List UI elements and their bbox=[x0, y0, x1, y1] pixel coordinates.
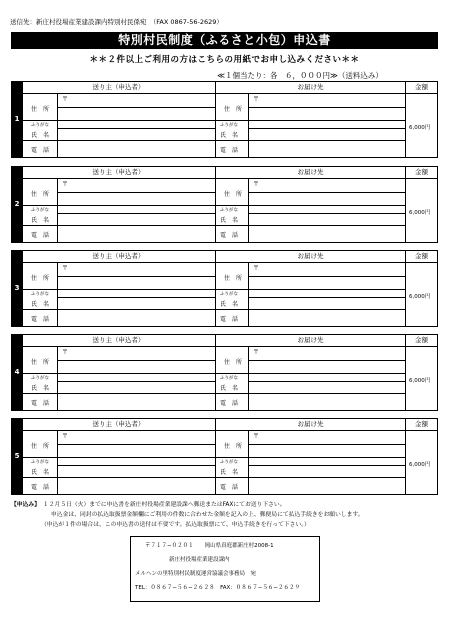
amount-header: 金額 bbox=[415, 252, 428, 260]
divider bbox=[249, 276, 405, 277]
recipient-name-label: 氏 名 bbox=[220, 385, 239, 392]
order-block-5 bbox=[11, 418, 438, 495]
order-amount: 6,000円 bbox=[409, 210, 431, 216]
price-note: ≪１個当たり：各 ６，０００円≫（送料込み） bbox=[217, 71, 383, 80]
divider bbox=[249, 192, 405, 193]
divider bbox=[57, 93, 58, 157]
recipient-address-label: 住 所 bbox=[224, 359, 243, 366]
divider bbox=[249, 360, 405, 361]
recipient-address-label: 住 所 bbox=[224, 275, 243, 282]
sender-phone-label: 電 話 bbox=[31, 400, 50, 407]
recipient-header: お届け先 bbox=[297, 83, 324, 91]
divider bbox=[22, 373, 215, 374]
recipient-furigana-label: ふりがな bbox=[220, 292, 238, 297]
divider bbox=[216, 225, 405, 226]
divider bbox=[22, 430, 437, 431]
recipient-phone-label: 電 話 bbox=[220, 147, 239, 154]
recipient-phone-label: 電 話 bbox=[220, 484, 239, 491]
divider bbox=[58, 381, 215, 382]
contact-box bbox=[130, 536, 320, 602]
recipient-furigana-label: ふりがな bbox=[220, 123, 238, 128]
sender-header: 送り主（申込者） bbox=[92, 252, 145, 260]
sender-postal-mark: 〒 bbox=[62, 433, 69, 440]
divider bbox=[22, 393, 215, 394]
order-number: 4 bbox=[12, 335, 22, 410]
recipient-address-label: 住 所 bbox=[224, 443, 243, 450]
divider bbox=[22, 289, 215, 290]
divider bbox=[249, 465, 405, 466]
divider bbox=[249, 381, 405, 382]
divider bbox=[216, 477, 405, 478]
recipient-furigana-label: ふりがな bbox=[220, 376, 238, 381]
divider bbox=[248, 93, 249, 157]
contact-org: メルヘンの里特別村民制度運営協議会事務局 宛 bbox=[135, 571, 257, 577]
divider bbox=[58, 128, 215, 129]
amount-header: 金額 bbox=[415, 168, 428, 176]
sender-address-label: 住 所 bbox=[31, 191, 50, 198]
divider bbox=[216, 205, 405, 206]
order-amount: 6,000円 bbox=[409, 125, 431, 131]
sender-name-label: 氏 名 bbox=[31, 217, 50, 224]
divider bbox=[248, 178, 249, 242]
divider bbox=[22, 477, 215, 478]
divider bbox=[249, 444, 405, 445]
sender-name-label: 氏 名 bbox=[31, 301, 50, 308]
divider bbox=[22, 205, 215, 206]
divider bbox=[216, 373, 405, 374]
divider bbox=[57, 262, 58, 326]
divider bbox=[22, 225, 215, 226]
sender-phone-label: 電 話 bbox=[31, 232, 50, 239]
order-amount: 6,000円 bbox=[409, 378, 431, 384]
recipient-header: お届け先 bbox=[297, 336, 324, 344]
divider bbox=[22, 178, 437, 179]
sender-furigana-label: ふりがな bbox=[31, 208, 49, 213]
sender-postal-mark: 〒 bbox=[62, 265, 69, 272]
sender-header: 送り主（申込者） bbox=[92, 420, 145, 428]
sender-phone-label: 電 話 bbox=[31, 147, 50, 154]
divider bbox=[22, 457, 215, 458]
divider bbox=[58, 107, 215, 108]
divider bbox=[57, 430, 58, 494]
amount-header: 金額 bbox=[415, 420, 428, 428]
recipient-name-label: 氏 名 bbox=[220, 469, 239, 476]
order-number: 5 bbox=[12, 419, 22, 494]
divider bbox=[249, 107, 405, 108]
recipient-postal-mark: 〒 bbox=[253, 433, 260, 440]
contact-address: 〒７１７−０２０１ 岡山県真庭郡新庄村2008-1 bbox=[145, 543, 274, 549]
sender-address-label: 住 所 bbox=[31, 275, 50, 282]
sender-name-label: 氏 名 bbox=[31, 132, 50, 139]
divider bbox=[22, 140, 215, 141]
divider bbox=[58, 444, 215, 445]
divider bbox=[22, 262, 437, 263]
order-number: 1 bbox=[12, 82, 22, 157]
form-subtitle: ＊＊２件以上ご利用の方はこちらの用紙でお申し込みください＊＊ bbox=[89, 55, 360, 65]
sender-furigana-label: ふりがな bbox=[31, 460, 49, 465]
divider bbox=[57, 178, 58, 242]
sender-name-label: 氏 名 bbox=[31, 385, 50, 392]
sender-furigana-label: ふりがな bbox=[31, 292, 49, 297]
sender-header: 送り主（申込者） bbox=[92, 83, 145, 91]
divider bbox=[216, 120, 405, 121]
divider bbox=[216, 140, 405, 141]
divider bbox=[248, 262, 249, 326]
recipient-postal-mark: 〒 bbox=[253, 181, 260, 188]
recipient-name-label: 氏 名 bbox=[220, 301, 239, 308]
recipient-address-label: 住 所 bbox=[224, 106, 243, 113]
sender-postal-mark: 〒 bbox=[62, 96, 69, 103]
divider bbox=[249, 297, 405, 298]
order-block-2 bbox=[11, 166, 438, 243]
amount-header: 金額 bbox=[415, 336, 428, 344]
divider bbox=[216, 393, 405, 394]
sender-phone-label: 電 話 bbox=[31, 316, 50, 323]
order-amount: 6,000円 bbox=[409, 462, 431, 468]
sender-postal-mark: 〒 bbox=[62, 181, 69, 188]
form-title: 特別村民制度（ふるさと小包）申込書 bbox=[11, 32, 438, 49]
sender-furigana-label: ふりがな bbox=[31, 123, 49, 128]
divider bbox=[58, 276, 215, 277]
application-notes bbox=[11, 500, 441, 530]
order-number: 3 bbox=[12, 251, 22, 326]
recipient-address-label: 住 所 bbox=[224, 191, 243, 198]
notes-line2: 申込金は、同封の払込取扱票金額欄にご利用の件数に合わせた金額を記入の上、郵便局にて払込手続きをお願いします。 bbox=[51, 512, 364, 518]
recipient-phone-label: 電 話 bbox=[220, 316, 239, 323]
recipient-postal-mark: 〒 bbox=[253, 265, 260, 272]
contact-office: 新庄村役場産業建設課内 bbox=[169, 557, 230, 563]
divider bbox=[216, 457, 405, 458]
divider bbox=[248, 430, 249, 494]
divider bbox=[22, 93, 437, 94]
divider bbox=[249, 128, 405, 129]
order-number: 2 bbox=[12, 167, 22, 242]
divider bbox=[22, 120, 215, 121]
sender-postal-mark: 〒 bbox=[62, 349, 69, 356]
order-amount: 6,000円 bbox=[409, 294, 431, 300]
order-block-4 bbox=[11, 334, 438, 411]
sender-name-label: 氏 名 bbox=[31, 469, 50, 476]
divider bbox=[22, 309, 215, 310]
divider bbox=[58, 192, 215, 193]
divider bbox=[58, 465, 215, 466]
divider bbox=[216, 289, 405, 290]
order-block-1 bbox=[11, 81, 438, 158]
sender-furigana-label: ふりがな bbox=[31, 376, 49, 381]
sender-address-label: 住 所 bbox=[31, 359, 50, 366]
recipient-furigana-label: ふりがな bbox=[220, 460, 238, 465]
divider bbox=[58, 297, 215, 298]
notes-tag: 【申込み】 bbox=[11, 502, 38, 508]
recipient-header: お届け先 bbox=[297, 252, 324, 260]
recipient-header: お届け先 bbox=[297, 168, 324, 176]
sender-header: 送り主（申込者） bbox=[92, 168, 145, 176]
amount-header: 金額 bbox=[415, 83, 428, 91]
order-block-3 bbox=[11, 250, 438, 327]
recipient-header: お届け先 bbox=[297, 420, 324, 428]
contact-tel-fax: TEL：０８６７−５６−２６２８ FAX：０８６７−５６−２６２９ bbox=[135, 585, 301, 591]
sender-header: 送り主（申込者） bbox=[92, 336, 145, 344]
recipient-name-label: 氏 名 bbox=[220, 217, 239, 224]
recipient-phone-label: 電 話 bbox=[220, 232, 239, 239]
recipient-postal-mark: 〒 bbox=[253, 96, 260, 103]
sender-phone-label: 電 話 bbox=[31, 484, 50, 491]
sender-address-label: 住 所 bbox=[31, 106, 50, 113]
recipient-postal-mark: 〒 bbox=[253, 349, 260, 356]
recipient-name-label: 氏 名 bbox=[220, 132, 239, 139]
divider bbox=[58, 360, 215, 361]
recipient-phone-label: 電 話 bbox=[220, 400, 239, 407]
divider bbox=[248, 346, 249, 410]
divider bbox=[58, 213, 215, 214]
divider bbox=[249, 213, 405, 214]
sender-address-label: 住 所 bbox=[31, 443, 50, 450]
recipient-furigana-label: ふりがな bbox=[220, 208, 238, 213]
divider bbox=[216, 309, 405, 310]
notes-line3: （申込が１件の場合は、この申込書の送付は不要です。払込取扱票にて、申込手続きを行って下さい。） bbox=[41, 522, 310, 528]
divider bbox=[57, 346, 58, 410]
divider bbox=[22, 346, 437, 347]
send-to-line: 送信先：新庄村役場産業建設課内特別村民係宛 （FAX 0867-56-2629） bbox=[10, 18, 223, 26]
notes-line1: １２月５日（火）までに申込書を新庄村役場産業建設課へ郵送またはFAXにてお送り下さい。 bbox=[42, 502, 286, 508]
